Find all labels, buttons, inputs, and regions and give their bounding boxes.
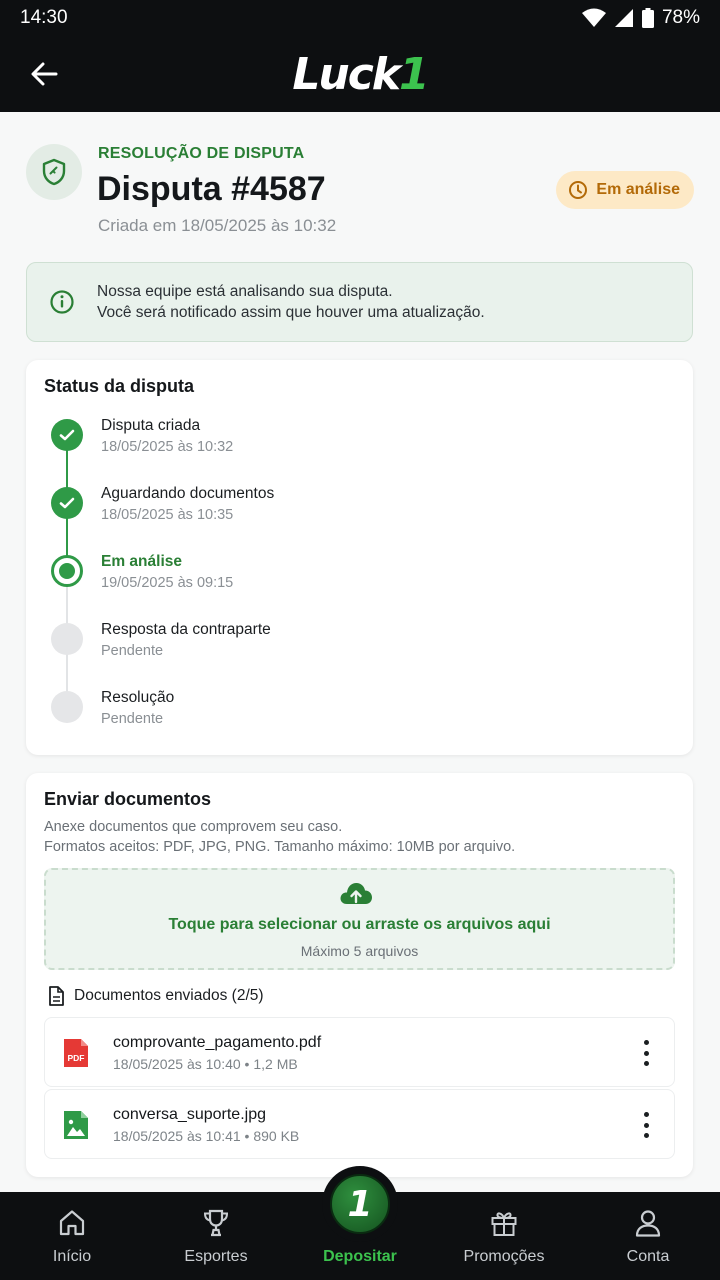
gift-icon <box>489 1208 519 1238</box>
step-date: 19/05/2025 às 09:15 <box>101 575 234 591</box>
app-header <box>0 36 720 112</box>
info-text <box>97 281 485 323</box>
nav-label: Início <box>52 1248 92 1265</box>
nav-label: Esportes <box>184 1248 248 1265</box>
more-dot <box>644 1133 649 1138</box>
step-date: 18/05/2025 às 10:35 <box>101 507 234 523</box>
battery-icon <box>642 8 654 28</box>
nav-label: Promoções <box>463 1248 545 1265</box>
more-dot <box>644 1123 649 1128</box>
status-card <box>26 360 693 755</box>
more-dot <box>644 1061 649 1066</box>
file-more-button[interactable] <box>634 1112 658 1138</box>
logo-accent: 1 <box>399 48 428 100</box>
file-name: conversa_suporte.jpg <box>113 1106 266 1123</box>
info-line-2: Você será notificado assim que houver uma atualização. <box>97 304 485 321</box>
step-current-dot <box>51 555 83 587</box>
cloud-upload-icon <box>338 880 374 908</box>
nav-label: Conta <box>626 1248 670 1265</box>
arrow-left-icon <box>30 62 58 86</box>
file-item[interactable] <box>44 1089 675 1159</box>
created-date: Criada em 18/05/2025 às 10:32 <box>98 216 337 235</box>
check-icon <box>59 428 75 442</box>
step-label: Resolução <box>101 689 175 706</box>
info-icon-wrap <box>27 289 97 315</box>
sent-documents-label: Documentos enviados (2/5) <box>74 987 264 1004</box>
sent-documents-header <box>48 986 264 1006</box>
dispute-header <box>26 144 694 244</box>
image-icon <box>63 1110 89 1140</box>
info-icon <box>49 289 75 315</box>
nav-item-esportes[interactable] <box>144 1192 288 1280</box>
section-kicker: RESOLUÇÃO DE DISPUTA <box>98 145 305 162</box>
shield-badge <box>26 144 82 200</box>
file-meta: 18/05/2025 às 10:40 • 1,2 MB <box>113 1056 298 1072</box>
check-icon <box>59 496 75 510</box>
documents-card <box>26 773 693 1177</box>
status-card-title: Status da disputa <box>44 376 195 396</box>
brand-logo <box>292 49 427 100</box>
more-dot <box>644 1051 649 1056</box>
trophy-icon <box>201 1208 231 1238</box>
dropzone-title: Toque para selecionar ou arraste os arquivos aqui <box>168 916 551 933</box>
timeline-step-current <box>50 552 670 602</box>
signal-icon <box>614 8 634 28</box>
deposit-icon: 1 <box>347 1183 373 1225</box>
info-line-1: Nossa equipe está analisando sua disputa. <box>97 283 393 300</box>
documents-desc-line-2: Formatos aceitos: PDF, JPG, PNG. Tamanho máximo: 10MB por arquivo. <box>44 839 516 855</box>
timeline-step <box>50 484 670 534</box>
documents-description <box>44 817 515 857</box>
step-label: Disputa criada <box>101 417 201 434</box>
document-icon <box>48 986 64 1006</box>
logo-text: Luck <box>292 48 400 100</box>
status-badge <box>556 171 694 209</box>
pdf-icon-label: PDF <box>67 1053 85 1063</box>
documents-card-title: Enviar documentos <box>44 789 212 809</box>
battery-level: 78% <box>661 7 700 28</box>
clock-icon <box>568 180 588 200</box>
step-pending-dot <box>51 623 83 655</box>
system-icons <box>582 7 700 29</box>
status-badge-label: Em análise <box>596 181 680 198</box>
file-item[interactable] <box>44 1017 675 1087</box>
file-name: comprovante_pagamento.pdf <box>113 1034 322 1051</box>
step-label: Em análise <box>101 553 182 570</box>
page-title: Disputa #4587 <box>97 170 326 208</box>
dropzone-limit: Máximo 5 arquivos <box>300 943 419 959</box>
step-pending-dot <box>51 691 83 723</box>
file-more-button[interactable] <box>634 1040 658 1066</box>
step-date: Pendente <box>101 643 164 659</box>
status-time: 14:30 <box>20 7 68 28</box>
wifi-icon <box>582 8 606 28</box>
nav-label: Depositar <box>323 1248 397 1265</box>
nav-item-inicio[interactable] <box>0 1192 144 1280</box>
nav-item-conta[interactable] <box>576 1192 720 1280</box>
timeline-step <box>50 620 670 670</box>
step-done-dot <box>51 487 83 519</box>
step-label: Aguardando documentos <box>101 485 275 502</box>
upload-dropzone[interactable] <box>44 868 675 970</box>
timeline-step <box>50 416 670 466</box>
pdf-icon <box>63 1038 89 1068</box>
more-dot <box>644 1040 649 1045</box>
step-date: Pendente <box>101 711 164 727</box>
info-banner <box>26 262 693 342</box>
user-icon <box>633 1208 663 1238</box>
more-dot <box>644 1112 649 1117</box>
home-icon <box>57 1208 87 1238</box>
nav-item-promocoes[interactable] <box>432 1192 576 1280</box>
shield-icon <box>41 158 67 186</box>
file-meta: 18/05/2025 às 10:41 • 890 KB <box>113 1128 300 1144</box>
deposit-button[interactable] <box>330 1174 390 1234</box>
documents-desc-line-1: Anexe documentos que comprovem seu caso. <box>44 819 343 835</box>
page-content <box>0 112 720 1192</box>
step-done-dot <box>51 419 83 451</box>
status-bar <box>0 0 720 36</box>
step-date: 18/05/2025 às 10:32 <box>101 439 234 455</box>
back-button[interactable] <box>26 56 62 92</box>
timeline-step <box>50 688 670 738</box>
step-label: Resposta da contraparte <box>101 621 271 638</box>
